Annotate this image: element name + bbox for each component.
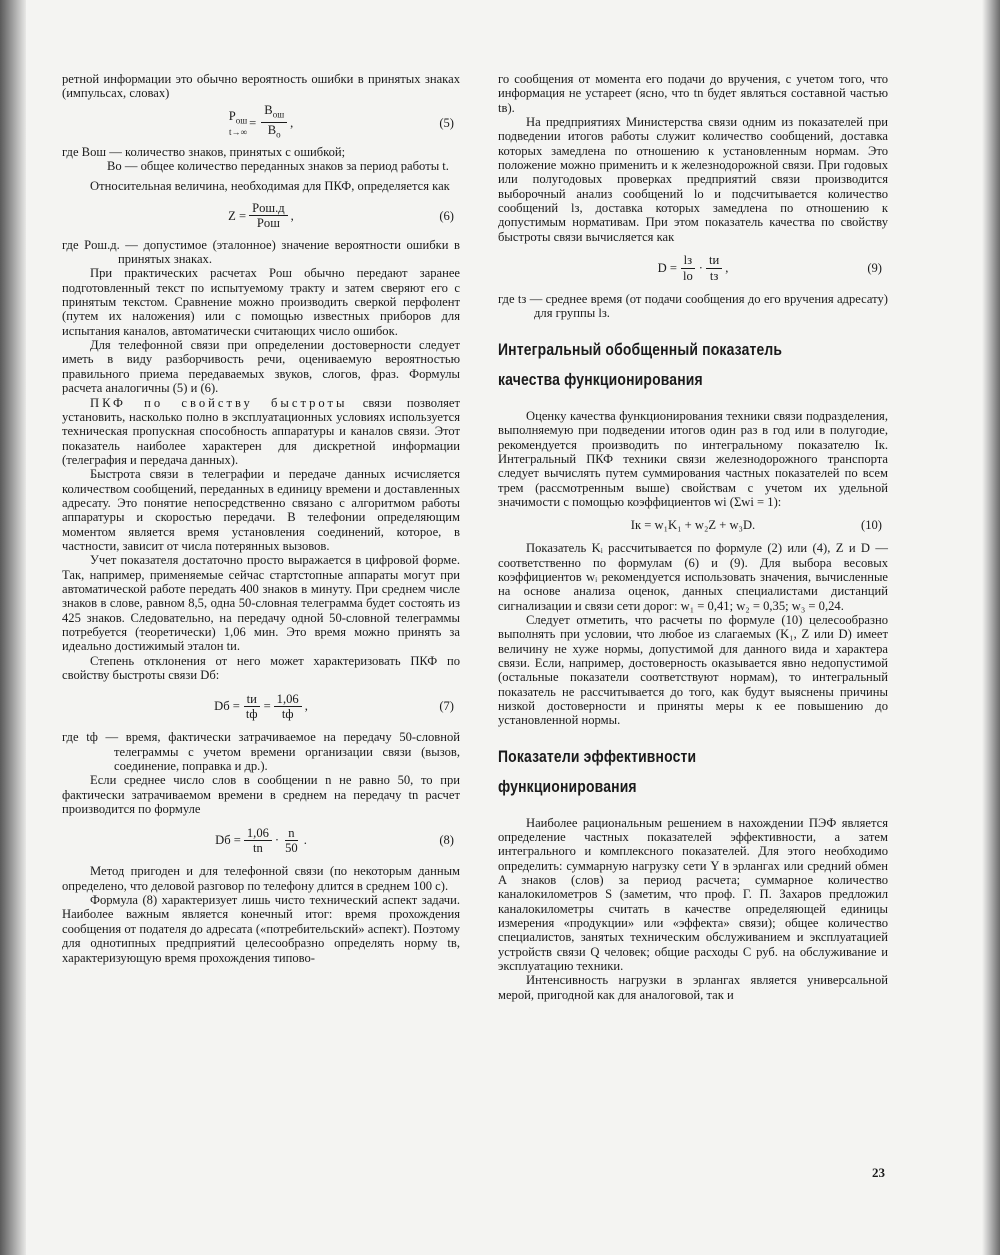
equation-number: (9) [867,260,882,275]
section-heading-efficiency [498,742,818,802]
paragraph: Наиболее рациональным решением в нахождении ПЭФ является определение частных показателей эффективности, а затем интегрального и комплексного показателей. Для этого необходимо определить: суммарную нагрузку сети Y в эрлангах или средний обмен A знаков (слов) за период расчета; суммарное количество каналокилометров S (заметим, что проф. Г. П. Захаров предложил каналокилометры считать в качестве определяющей единицы измерения «продукции» или «эффекта» связи); общее количество специалистов, занятых техническим обслуживанием и эксплуатацией устройств связи Q человек; общие расходы C руб. на обслуживание и эксплуатацию техники. [498,815,888,974]
formula-5-denominator-sub: о [276,129,281,140]
formula-5-denominator: B [267,123,277,138]
definition: где Pош.д. — допустимое (эталонное) значение вероятности ошибки в принятых знаках. [62,237,460,267]
formula-6-numerator: Pош.д [249,201,288,216]
formula-6: Z = $\frac{\text{Pош.д}}{\text{Pош}}$ , (6) [228,200,454,231]
formula-5-fraction [261,103,287,142]
equation-number: (7) [439,699,454,714]
formula-7-denominator-1: tф [245,706,258,721]
paragraph: Оценку качества функционирования техники связи подразделения, выполняемую при подведении итогов один раз в год или в полугодие, рекомендуется производить по интегральному показателю Iк. Интегральный ПКФ техники связи железнодорожного транспорта следует вычислять путем суммирования частных показателей по всем трем (рассмотренным выше) свойствам с учетом их удельной значимости с помощью коэффициентов wi (Σwi = 1): [498,408,888,509]
paragraph: го сообщения от момента его подачи до вручения, с учетом того, что информация не устареет (ясно, что tn будет являться составной частью tв). [498,72,888,115]
heading-line: функционирования [498,776,637,796]
formula-8-dot: · [274,833,280,848]
paragraph: Следует отметить, что расчеты по формуле (10) целесообразно выполнять при условии, что любое из слагаемых (K₁, Z или D) имеет величину не хуже нормы, допустимой для данного вида и характера связи. Если, например, достоверность оказывается явно недопустимой (остальные показатели соответствуют нормам), то интегральный показатель не рассчитывается до того, как будут выяснены причины низкой достоверности и приняты меры к ее повышению до установленной нормы. [498,612,888,728]
formula-8-lhs: Dб = [215,833,241,848]
formula-6-fraction [249,201,288,231]
formula-7-lhs: Dб = [214,699,240,714]
equation-number: (8) [439,833,454,848]
definition: где tф — время, фактически затрачиваемое на передачу 50-словной телеграммы с учетом времени организации связи (вызов, соединение, поправка и др.). [62,730,460,774]
formula-9-lhs: D = [657,260,677,275]
paragraph: Относительная величина, необходимая для ПКФ, определяется как [90,179,450,194]
paragraph: Показатель Kᵢ рассчитывается по формуле (2) или (4), Z и D — соответственно по формулам (6) и (9). Для выбора весовых коэффициентов wᵢ рекомендуется использовать значения, вычисленные на основе анализа оценок, данных специалистами дистанций сигнализации и связи сети дорог: w₁ = 0,41; w₂ = 0,35; w₃ = 0,24. [498,541,888,613]
paragraph: Формула (8) характеризует лишь чисто технический аспект задачи. Наиболее важным является конечный итог: время прохождения сообщения от подателя до адресата («потребительский» аспект). Поэтому для однотипных предприятий целесообразно определять норму tв, характеризующую время прохождения типово- [62,893,460,965]
definition: где tз — среднее время (от подачи сообщения до его вручения адресату) для группы lз. [498,292,888,321]
formula-5-lhs: P [228,108,236,123]
section-heading-integral [498,335,818,395]
equation-number: (5) [439,115,454,130]
formula-9: D = $\frac{lз}{lо}$ · $\frac{tи}{tз}$ , (9) [657,253,882,283]
formula-8-denominator-1: tn [253,840,263,855]
formula-7-denominator-2: tф [281,706,294,721]
formula-5-numerator-sub: ош [272,109,285,120]
heading-line: качества функционирования [498,369,703,389]
paragraph: Интенсивность нагрузки в эрлангах является универсальной мерой, пригодной как для аналоговой, так и [498,973,888,1002]
paragraph: При практических расчетах Pош обычно передают заранее подготовленный текст по испытуемому тракту и затем сверяют его с принятым текстом. Сравнение можно производить сверкой перфолент (путем их наложения) или с помощью известных приборов для испытания каналов, автоматически считающих число ошибок. [62,266,460,338]
paragraph: Для телефонной связи при определении достоверности следует иметь в виду разборчивость речи, оцениваемую вероятностью правильного приема передаваемых звуков, слогов, фраз. Формулы расчета аналогичны (5) и (6). [62,338,460,396]
formula-7-numerator-2: 1,06 [274,692,302,707]
paragraph-text: связи позволяет установить, насколько полно в эксплуатационных условиях используется техническая пропускная способность аппаратуры и каналов связи. Этот показатель наиболее характерен для дискретной информации (телеграфия и передача данных). [62,395,461,467]
formula-5-numerator: B [264,103,273,118]
formula-5: $P_{ош}$ t→∞ = $\frac{B_{ош}}{B_о}$ , (5) [62,104,460,142]
formula-10 [498,512,888,538]
equation-number: (10) [861,518,882,533]
paragraph: ретной информации это обычно вероятность ошибки в принятых знаках (импульсах, словах) [62,72,460,101]
formula-9-numerator-1: lз [681,253,695,268]
formula-9-dot: · [698,260,703,275]
paragraph [62,396,460,468]
formula-7-equals: = [263,699,271,714]
heading-line: Показатели эффективности [498,746,697,766]
formula-7-fraction-1 [243,692,261,722]
paragraph: На предприятиях Министерства связи одним из показателей при подведении итогов работы служит количество сообщений, доставка которых замедлена по отношению к установленным нормам. Это положение можно применить и к железнодорожной связи. При годовых или полугодовых проверках предприятий связи производится выборочный анализ сообщений lо и подсчитывается количество сообщений lз, доставка которых замедлена по отношению к допустимым нормативам. При этом показатель качества по свойству быстроты связи вычисляется как [498,115,888,244]
formula-6-denominator: Pош [256,216,280,231]
paragraph: Если среднее число слов в сообщении n не равно 50, то при фактически затрачиваемом времени в среднем на передачу tn расчет производится по формуле [62,773,460,817]
formula-6-lhs: Z = [228,208,247,223]
left-column [62,72,460,965]
formula-5-lhs-sub: ош [235,115,248,126]
paragraph: Степень отклонения от него может характеризовать ПКФ по свойству быстроты связи Dб: [62,653,460,683]
definition: Bо — общее количество переданных знаков за период работы t. [107,159,449,174]
definition: где Bош — количество знаков, принятых с ошибкой; [62,144,346,159]
scan-edge-left [0,0,26,1255]
formula-7: Dб = $\frac{tи}{tф}$ = $\frac{1,06}{tф}$ , (7) [214,691,454,721]
formula-9-denominator-2: tз [709,268,719,283]
formula-8-numerator-2: n [285,826,297,841]
formula-8-denominator-2: 50 [285,840,298,855]
page-number: 23 [872,1165,885,1180]
formula-8-fraction-2 [282,826,301,856]
formula-9-denominator-1: lо [682,268,693,283]
formula-10-expression: Iк = w₁K₁ + w₂Z + w₃D. [630,518,756,533]
formula-5-limit: t→∞ [228,126,247,137]
formula-7-fraction-2 [274,692,302,722]
paragraph: Быстрота связи в телеграфии и передаче данных исчисляется количеством сообщений, переданных в единицу времени и доставленных адресату. Это понятие непосредственно связано с алгоритмом работы аппаратуры и скоростью передачи. В телефонии определяющим моментом является время установления соединений, которое, в частности, зависит от числа потерянных вызовов. [62,467,460,553]
formula-8: Dб = $\frac{1,06}{tn}$ · $\frac{n}{50}$ . (8) [215,825,454,855]
spaced-term: ПКФ по свойству быстроты [90,395,348,410]
heading-line: Интегральный обобщенный показатель [498,339,783,359]
paragraph: Учет показателя достаточно просто выражается в цифровой форме. Так, например, применяемые сейчас стартстопные аппараты могут при автоматической работе передать 400 знаков в минуту. При среднем числе знаков в слове, равном 8,5, одна 50-словная телеграмма будет состоять из 425 знаков. Следовательно, на передачу одной 50-словной телеграммы потребуется (теоретически) 1,06 мин. Это время можно принять за идеально достижимый эталон tи. [62,553,460,654]
paragraph: Метод пригоден и для телефонной связи (по некоторым данным определено, что деловой разговор по телефону длится в среднем 100 с). [62,864,460,893]
scan-edge-right [982,0,1000,1255]
formula-9-fraction-2 [706,253,722,283]
formula-8-numerator-1: 1,06 [244,826,272,841]
formula-9-fraction-1 [680,253,696,283]
right-column [498,72,888,1002]
formula-9-numerator-2: tи [706,253,722,268]
formula-7-numerator-1: tи [244,692,260,707]
formula-8-fraction-1 [244,826,272,856]
equation-number: (6) [439,208,454,223]
